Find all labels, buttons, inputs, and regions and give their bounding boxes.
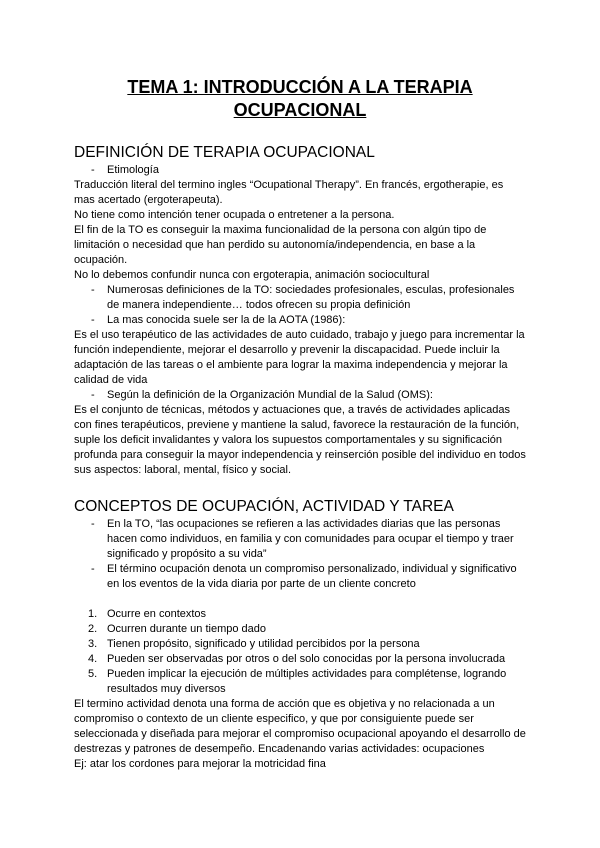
paragraph-traduccion: Traducción literal del termino ingles “Ocupational Therapy”. En francés, ergotherapie, es mas acertado (ergoterapeuta). (74, 179, 504, 206)
title-line-1: TEMA 1: INTRODUCCIÓN A LA TERAPIA (127, 77, 473, 97)
bullet-aota: - La mas conocida suele ser la de la AOTA (1986): (74, 313, 526, 328)
section-heading-definicion: DEFINICIÓN DE TERAPIA OCUPACIONAL (74, 144, 375, 161)
bullet-numerosas-definiciones: - Numerosas definiciones de la TO: sociedades profesionales, esculas, profesionales de manera independiente… todos ofrecen su propia definición (74, 283, 526, 313)
spacer (74, 592, 526, 607)
title-line-2: OCUPACIONAL (233, 100, 367, 120)
bullet-ocupaciones-to: - En la TO, “las ocupaciones se refieren a las actividades diarias que las personas hacen como individuos, en familia y con comunidades para ocupar el tiempo y traer significado y propósito a su vida” (74, 517, 526, 562)
bullet-termino-ocupacion: - El término ocupación denota un compromiso personalizado, individual y significativo en los eventos de la vida diaria por parte de un cliente concreto (74, 562, 526, 592)
ocupacion-characteristics-list (74, 607, 526, 697)
section-heading-conceptos: CONCEPTOS DE OCUPACIÓN, ACTIVIDAD Y TAREA (74, 498, 454, 515)
bullet-oms: - Según la definición de la Organización Mundial de la Salud (OMS): (74, 388, 526, 403)
list-item: 5. Pueden implicar la ejecución de múltiples actividades para complétense, logrando resultados muy diversos (88, 668, 507, 695)
bullet-etimologia: - Etimología (74, 163, 526, 178)
list-item: 4. Pueden ser observadas por otros o del solo conocidas por la persona involucrada (88, 653, 506, 665)
list-item: 1. Ocurre en contextos (88, 608, 207, 620)
list-item: 3. Tienen propósito, significado y utilidad percibidos por la persona (88, 638, 420, 650)
paragraph-ejemplo: Ej: atar los cordones para mejorar la motricidad fina (74, 758, 326, 770)
document-title (74, 0, 526, 122)
paragraph-intencion: No tiene como intención tener ocupada o entretener a la persona. (74, 209, 395, 221)
paragraph-no-confundir: No lo debemos confundir nunca con ergoterapia, animación sociocultural (74, 269, 430, 281)
list-item: 2. Ocurren durante un tiempo dado (88, 623, 266, 635)
paragraph-aota-definicion: Es el uso terapéutico de las actividades de auto cuidado, trabajo y juego para incrementar la función independiente, mejorar el desarrollo y prevenir la discapacidad. Puede incluir la adaptación de las tareas o el ambiente para lograr la maxima independencia y mejorar la calidad de vida (74, 329, 525, 386)
paragraph-actividad: El termino actividad denota una forma de acción que es objetiva y no relacionada a un compromiso o contexto de un cliente especifico, y que por consiguiente puede ser seleccionada y diseñada para mejorar el compromiso ocupacional apoyando el desarrollo de destrezas y patrones de desempeño. Encadenando varias actividades: ocupaciones (74, 698, 526, 755)
paragraph-oms-definicion: Es el conjunto de técnicas, métodos y actuaciones que, a través de actividades aplicadas con fines terapéuticos, previene y mantiene la salud, favorece la restauración de la función, suple los deficit invalidantes y valora los supuestos comportamentales y su significación profunda para conseguir la mayor independencia y reinserción posible del individuo en todos sus aspectos: laboral, mental, físico y social. (74, 404, 526, 476)
paragraph-fin-to: El fin de la TO es conseguir la maxima funcionalidad de la persona con algún tipo de limitación o necesidad que han perdido su autonomía/independencia, en base a la ocupación. (74, 224, 487, 266)
